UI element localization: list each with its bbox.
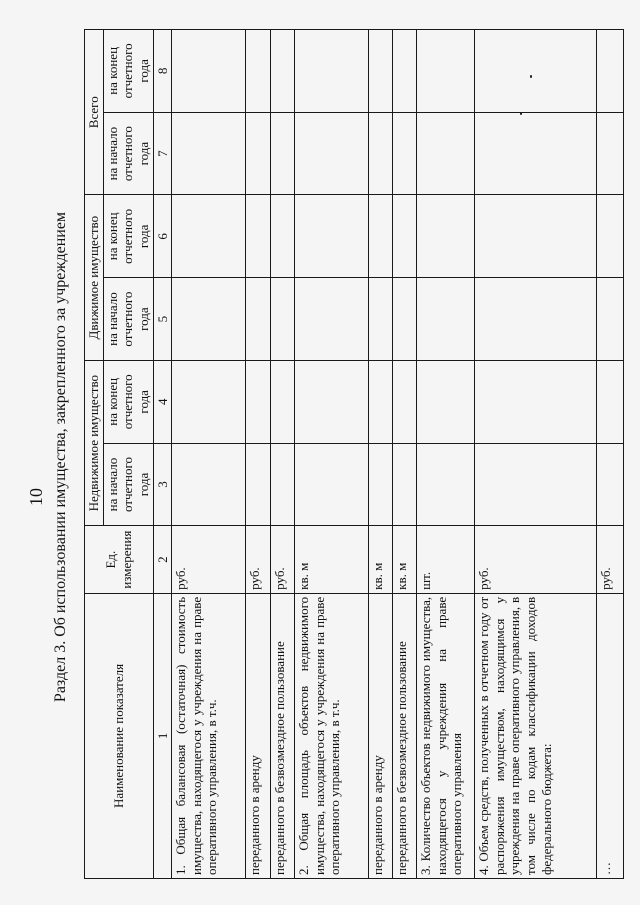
header-indicator-name: Наименование показателя (85, 593, 154, 878)
table-row (393, 30, 417, 879)
value-cell (475, 112, 597, 195)
value-cell (475, 30, 597, 113)
header-total: Всего (85, 30, 104, 195)
indicator-name: 1. Общая балансовая (остаточная) стоимость имущества, находящегося у учреждения на праве оперативного управления, в т.ч. (172, 593, 246, 878)
column-number: 7 (153, 112, 172, 195)
table-row (597, 30, 624, 879)
value-cell (417, 112, 475, 195)
value-cell (295, 112, 369, 195)
table-row (295, 30, 369, 879)
table-row (417, 30, 475, 879)
value-cell (393, 278, 417, 361)
value-cell (369, 195, 393, 278)
value-cell (597, 195, 624, 278)
header-unit: Ед. измерения (85, 526, 154, 593)
table-row (246, 30, 271, 879)
value-cell (475, 360, 597, 443)
column-number-row (153, 30, 172, 879)
page-number: 10 (26, 488, 46, 506)
value-cell (393, 443, 417, 526)
value-cell (393, 112, 417, 195)
header-movable: Движимое имущество (85, 195, 104, 360)
value-cell (295, 443, 369, 526)
table-row (369, 30, 393, 879)
value-cell (417, 443, 475, 526)
column-number: 8 (153, 30, 172, 113)
value-cell (271, 278, 295, 361)
value-cell (295, 278, 369, 361)
value-cell (271, 112, 295, 195)
value-cell (369, 278, 393, 361)
value-cell (597, 278, 624, 361)
value-cell (597, 360, 624, 443)
value-cell (246, 443, 271, 526)
table-row (271, 30, 295, 879)
indicator-name: 2. Общая площадь объектов недвижимого имущества, находящегося у учреждения на праве оперативного управления, в т.ч. (295, 593, 369, 878)
unit-cell: руб. (246, 526, 271, 593)
indicator-name: переданного в аренду (246, 593, 271, 878)
value-cell (369, 443, 393, 526)
unit-cell: руб. (597, 526, 624, 593)
value-cell (393, 360, 417, 443)
indicator-name: переданного в аренду (369, 593, 393, 878)
value-cell (246, 195, 271, 278)
header-start-of-year: на начало отчетного года (103, 443, 153, 526)
value-cell (246, 360, 271, 443)
value-cell (172, 278, 246, 361)
value-cell (417, 195, 475, 278)
value-cell (172, 195, 246, 278)
value-cell (597, 30, 624, 113)
value-cell (369, 112, 393, 195)
value-cell (246, 278, 271, 361)
header-immovable: Недвижимое имущество (85, 360, 104, 525)
column-number: 1 (153, 593, 172, 878)
table-row (475, 30, 597, 879)
unit-cell: шт. (417, 526, 475, 593)
value-cell (271, 195, 295, 278)
indicator-name: … (597, 593, 624, 878)
unit-cell: кв. м (295, 526, 369, 593)
value-cell (172, 30, 246, 113)
unit-cell: руб. (172, 526, 246, 593)
value-cell (417, 360, 475, 443)
rotated-content (14, 22, 614, 892)
value-cell (172, 360, 246, 443)
header-end-of-year: на конец отчетного года (103, 195, 153, 278)
column-number: 5 (153, 278, 172, 361)
value-cell (475, 195, 597, 278)
value-cell (597, 112, 624, 195)
value-cell (295, 360, 369, 443)
value-cell (172, 112, 246, 195)
header-end-of-year: на конец отчетного года (103, 360, 153, 443)
value-cell (172, 443, 246, 526)
value-cell (295, 30, 369, 113)
value-cell (475, 443, 597, 526)
indicator-name: 4. Объем средств, полученных в отчетном году от распоряжения имуществом, находящимся у учреждения на праве оперативного управления, в том числе по кодам классификации доходов федерального бюджета: (475, 593, 597, 878)
unit-cell: кв. м (369, 526, 393, 593)
indicator-name: переданного в безвозмездное пользование (271, 593, 295, 878)
column-number: 6 (153, 195, 172, 278)
property-usage-table (84, 29, 624, 879)
section-title: Раздел 3. Об использовании имущества, закрепленного за учреждением (52, 211, 69, 703)
value-cell (393, 30, 417, 113)
value-cell (417, 278, 475, 361)
value-cell (475, 278, 597, 361)
value-cell (369, 360, 393, 443)
column-number: 2 (153, 526, 172, 593)
column-number: 4 (153, 360, 172, 443)
header-start-of-year: на начало отчетного года (103, 112, 153, 195)
value-cell (246, 112, 271, 195)
unit-cell: руб. (475, 526, 597, 593)
unit-cell: кв. м (393, 526, 417, 593)
value-cell (417, 30, 475, 113)
value-cell (597, 443, 624, 526)
value-cell (393, 195, 417, 278)
table-row (172, 30, 246, 879)
value-cell (271, 443, 295, 526)
value-cell (295, 195, 369, 278)
column-number: 3 (153, 443, 172, 526)
header-start-of-year: на начало отчетного года (103, 278, 153, 361)
value-cell (246, 30, 271, 113)
value-cell (271, 30, 295, 113)
unit-cell: руб. (271, 526, 295, 593)
header-end-of-year: на конец отчетного года (103, 30, 153, 113)
indicator-name: переданного в безвозмездное пользование (393, 593, 417, 878)
value-cell (271, 360, 295, 443)
value-cell (369, 30, 393, 113)
indicator-name: 3. Количество объектов недвижимого имущества, находящегося у учреждения на праве оперативного управления (417, 593, 475, 878)
